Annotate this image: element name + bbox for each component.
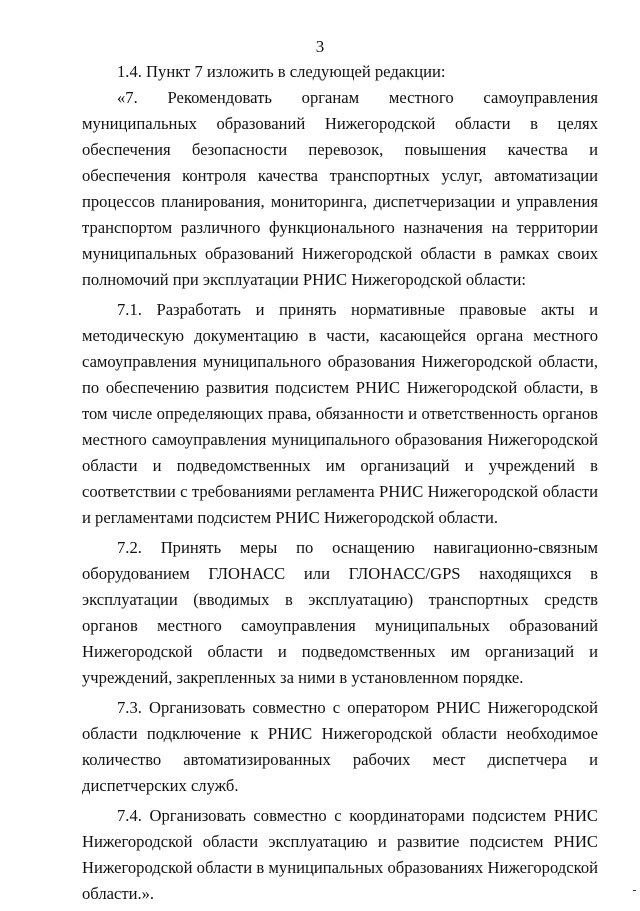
page-number: 3 bbox=[315, 37, 325, 56]
scan-artifact-mark bbox=[633, 890, 636, 891]
paragraph-7-3: 7.3. Организовать совместно с оператором РНИС Нижегородской области подключение к РНИС Нижегородской области необходимое количество автоматизированных рабочих мест диспетчера и диспетчерских служб. bbox=[82, 698, 598, 795]
paragraph-1-4: 1.4. Пункт 7 изложить в следующей редакции: bbox=[117, 62, 446, 81]
paragraph-7-4: 7.4. Организовать совместно с координаторами подсистем РНИС Нижегородской области эксплуатацию и развитие подсистем РНИС Нижегородской области в муниципальных образованиях Нижегородской области.». bbox=[82, 806, 598, 903]
paragraph-7-1: 7.1. Разработать и принять нормативные правовые акты и методическую документацию в части, касающейся органа местного самоуправления муниципального образования Нижегородской области, по обеспечению развития подсистем РНИС Нижегородской области, в том числе определяющих права, обязанности и ответственность органов местного самоуправления муниципального образования Нижегородской области и подведомственных им организаций и учреждений в соответствии с требованиями регламента РНИС Нижегородской области и регламентами подсистем РНИС Нижегородской области. bbox=[82, 300, 598, 527]
paragraph-7-2: 7.2. Принять меры по оснащению навигационно-связным оборудованием ГЛОНАСС или ГЛОНАСС/GPS находящихся в эксплуатации (вводимых в эксплуатацию) транспортных средств органов местного самоуправления муниципальных образований Нижегородской области и подведомственных им организаций и учреждений, закрепленных за ними в установленном порядке. bbox=[82, 538, 598, 687]
paragraph-7-intro: «7. Рекомендовать органам местного самоуправления муниципальных образований Нижегородской области в целях обеспечения безопасности перевозок, повышения качества и обеспечения контроля качества транспортных услуг, автоматизации процессов планирования, мониторинга, диспетчеризации и управления транспортом различного функционального назначения на территории муниципальных образований Нижегородской области в рамках своих полномочий при эксплуатации РНИС Нижегородской области: bbox=[82, 88, 598, 289]
document-body bbox=[82, 59, 598, 911]
